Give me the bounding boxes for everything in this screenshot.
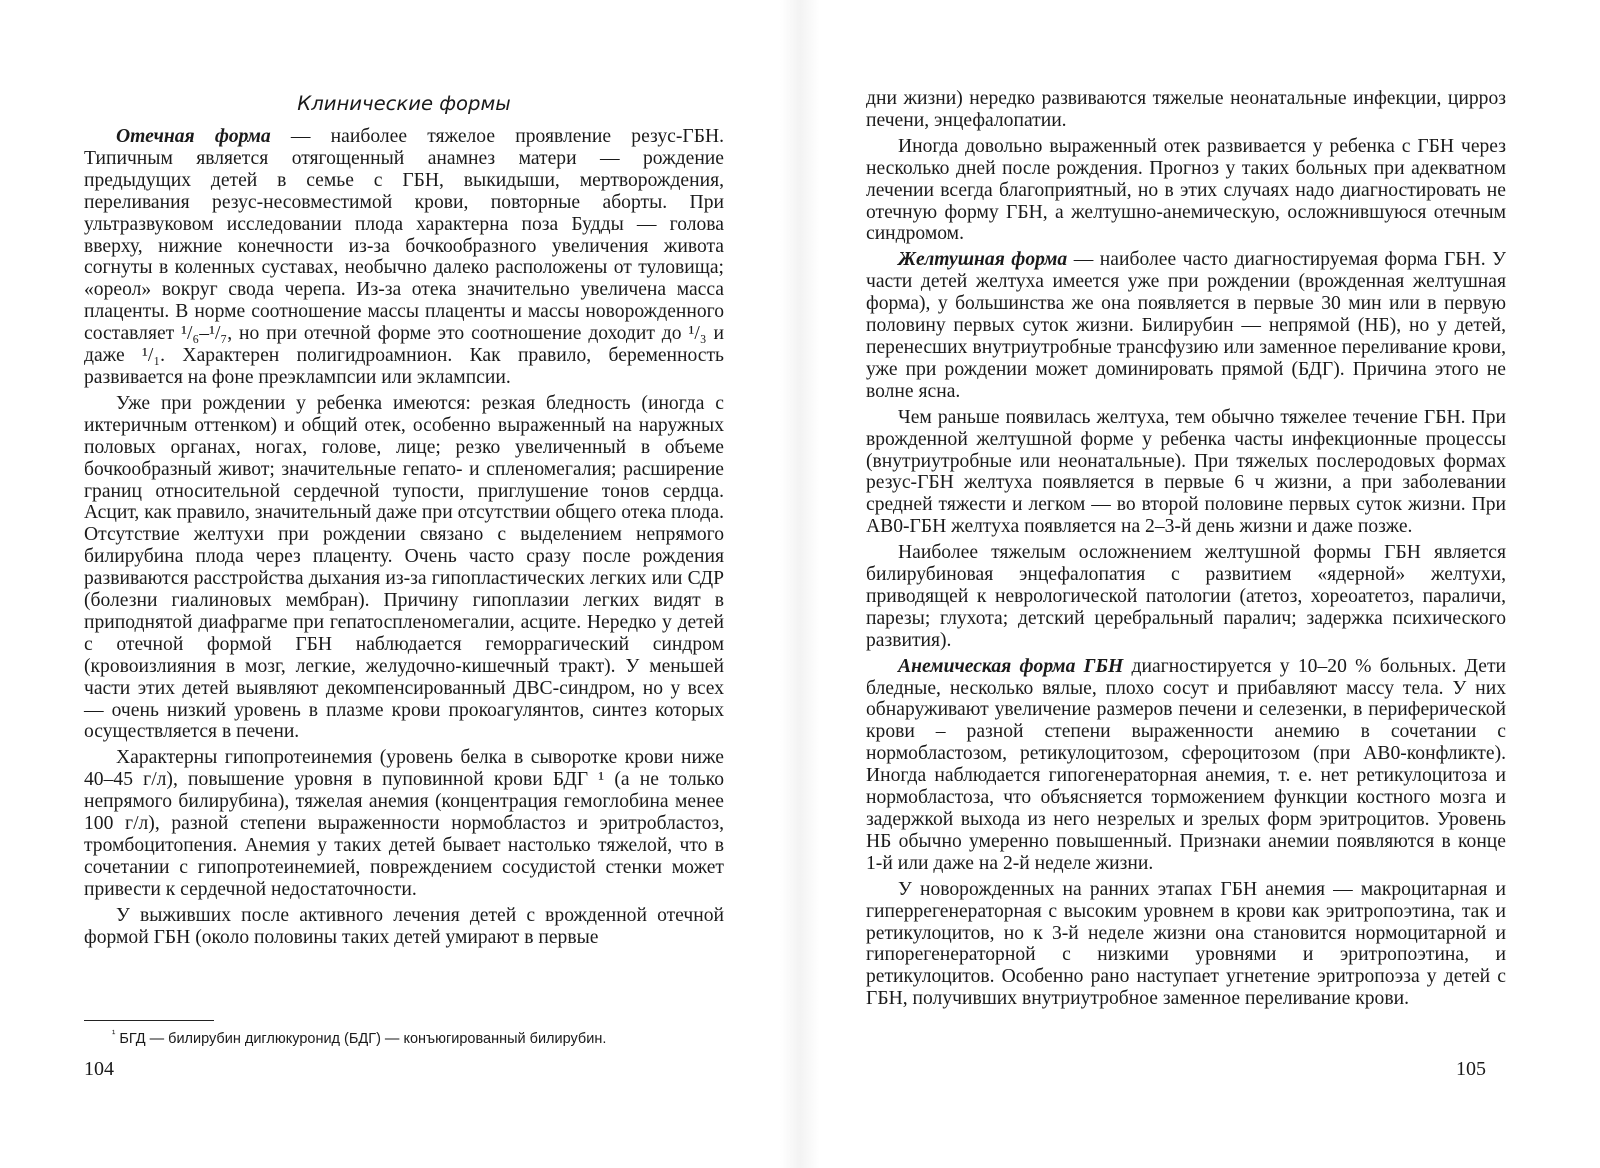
paragraph-text: — наиболее часто диагностируемая форма ГБН. У части детей желтуха имеется уже при рождении (врожденная желтушная форма), у большинства же она появляется в первые 30 мин или в первую половину первых суток жизни. Билирубин — непрямой (НБ), но у детей, перенесших внутриутробные трансфузию или заменное переливание крови, уже при рождении может доминировать прямой (БДГ). Причина этого не волне ясна. <box>866 249 1506 402</box>
paragraph: Иногда довольно выраженный отек развивается у ребенка с ГБН через несколько дней после рождения. Прогноз у таких больных при адекватном лечении всегда благоприятный, но в этих случаях надо диагностировать не отечную форму ГБН, а желтушно-анемическую, осложнившуюся отечным синдромом. <box>866 135 1506 245</box>
paragraph-continued: дни жизни) нередко развиваются тяжелые неонатальные инфекции, цирроз печени, энцефалопатии. <box>866 88 1506 131</box>
paragraph-anemic-form <box>866 656 1506 875</box>
paragraph-text: — наиболее тяжелое проявление резус-ГБН. Типичным является отягощенный анамнез матери — рождение предыдущих детей в семье с ГБН, выкидыши, мертворождения, переливания резус-несовместимой крови, повторные аборты. При ультразвуковом исследовании плода характерна поза Будды — голова вверху, нижние конечности из-за бочкообразного увеличения живота согнуты в коленных суставах, необычно далеко расположены от туловища; «ореол» вокруг свода черепа. Из-за отека значительно увеличена масса плаценты. В норме соотношение массы плаценты и массы новорожденного составляет ¹/₆–¹/₇, но при отечной форме это соотношение доходит до ¹/₃ и даже ¹/₁. Характерен полигидроамнион. Как правило, беременность развивается на фоне преэклампсии или эклампсии. <box>84 126 724 388</box>
section-heading: Клинические формы <box>297 92 511 115</box>
paragraph: У выживших после активного лечения детей с врожденной отечной формой ГБН (около половины таких детей умирают в первые <box>84 904 724 948</box>
page-left <box>0 0 780 1168</box>
footnote-mark: ¹ <box>112 1029 116 1040</box>
paragraph: Характерны гипопротеинемия (уровень белка в сыворотке крови ниже 40–45 г/л), повышение уровня в пуповинной крови БДГ ¹ (а не только непрямого билирубина), тяжелая анемия (концентрация гемоглобина менее 100 г/л), разной степени выраженности нормобластоз и эритробластоз, тромбоцитопения. Анемия у таких детей бывает настолько тяжелой, что в сочетании с гипопротеинемией, повреждением сосудистой стенки может привести к сердечной недостаточности. <box>84 747 724 900</box>
term-edema-form: Отечная форма <box>116 126 271 147</box>
page-number: 105 <box>1456 1058 1486 1080</box>
page-right <box>820 0 1600 1168</box>
paragraph-jaundice-form <box>866 249 1506 402</box>
book-gutter <box>780 0 820 1168</box>
right-text-column <box>866 88 1506 1010</box>
paragraph: Чем раньше появилась желтуха, тем обычно тяжелее течение ГБН. При врожденной желтушной форме у ребенка часты инфекционные процессы (внутриутробные или неонатальные). При тяжелых послеродовых формах резус-ГБН желтуха появляется в первые 6 ч жизни, а при заболевании средней тяжести и легком — во второй половине первых суток жизни. При АВ0-ГБН желтуха появляется на 2–3-й день жизни и даже позже. <box>866 406 1506 538</box>
paragraph: У новорожденных на ранних этапах ГБН анемия — макроцитарная и гиперрегенераторная с высоким уровнем в крови как эритропоэтина, так и ретикулоцитов, но к 3-й неделе жизни она становится нормоцитарной и гипорегенераторной с низкими уровнями и эритропоэтина, и ретикулоцитов. Особенно рано наступает угнетение эритропоэза у детей с ГБН, получивших внутриутробное заменное переливание крови. <box>866 878 1506 1010</box>
page-number: 104 <box>84 1058 114 1080</box>
term-anemic-form: Анемическая форма ГБН <box>898 655 1124 677</box>
paragraph: Уже при рождении у ребенка имеются: резкая бледность (иногда с иктеричным оттенком) и общий отек, особенно выраженный на наружных половых органах, ногах, голове, лице; резко увеличенный в объеме бочкообразный живот; значительные гепато- и спленомегалия; расширение границ относительной сердечной тупости, приглушение тонов сердца. Асцит, как правило, значительный даже при отсутствии общего отека плода. Отсутствие желтухи при рождении связано с выделением непрямого билирубина плода через плаценту. Очень часто сразу после рождения развиваются расстройства дыхания из-за гипопластических легких или СДР (болезни гиалиновых мембран). Причину гипоплазии легких видят в приподнятой диафрагме при гепатоспленомегалии, асците. Нередко у детей с отечной формой ГБН наблюдается геморрагический синдром (кровоизлияния в мозг, легкие, желудочно-кишечный тракт). У меньшей части этих детей выявляют декомпенсированный ДВС-синдром, но у всех — очень низкий уровень в плазме крови прокоагулянтов, синтез которых осуществляется в печени. <box>84 392 724 743</box>
paragraph-edema-form <box>84 126 724 389</box>
term-jaundice-form: Желтушная форма <box>898 249 1068 271</box>
footnote-text: БГД — билирубин диглюкуронид (БДГ) — конъюгированный билирубин. <box>115 1030 607 1047</box>
paragraph-text: диагностируется у 10–20 % больных. Дети бледные, несколько вялые, плохо сосут и прибавляют массу тела. У них обнаруживают увеличение размеров печени и селезенки, в периферической крови – разной степени выраженности анемию в сочетании с нормобластозом, ретикулоцитозом, сфероцитозом (при АВ0-конфликте). Иногда наблюдается гипогенераторная анемия, т. е. нет ретикулоцитоза и нормобластоза, что объясняется торможением функции костного мозга и задержкой выхода из него незрелых и зрелых форм эритроцитов. Уровень НБ обычно умеренно повышенный. Признаки анемии появляются в конце 1-й или даже на 2-й неделе жизни. <box>866 655 1506 874</box>
paragraph: Наиболее тяжелым осложнением желтушной формы ГБН является билирубиновая энцефалопатия с развитием «ядерной» желтухи, приводящей к неврологической патологии (атетоз, хореоатетоз, параличи, парезы; глухота; детский церебральный паралич; задержка психического развития). <box>866 542 1506 651</box>
footnote-divider <box>84 1020 214 1021</box>
footnote <box>112 1026 752 1048</box>
left-text-column <box>84 92 724 949</box>
